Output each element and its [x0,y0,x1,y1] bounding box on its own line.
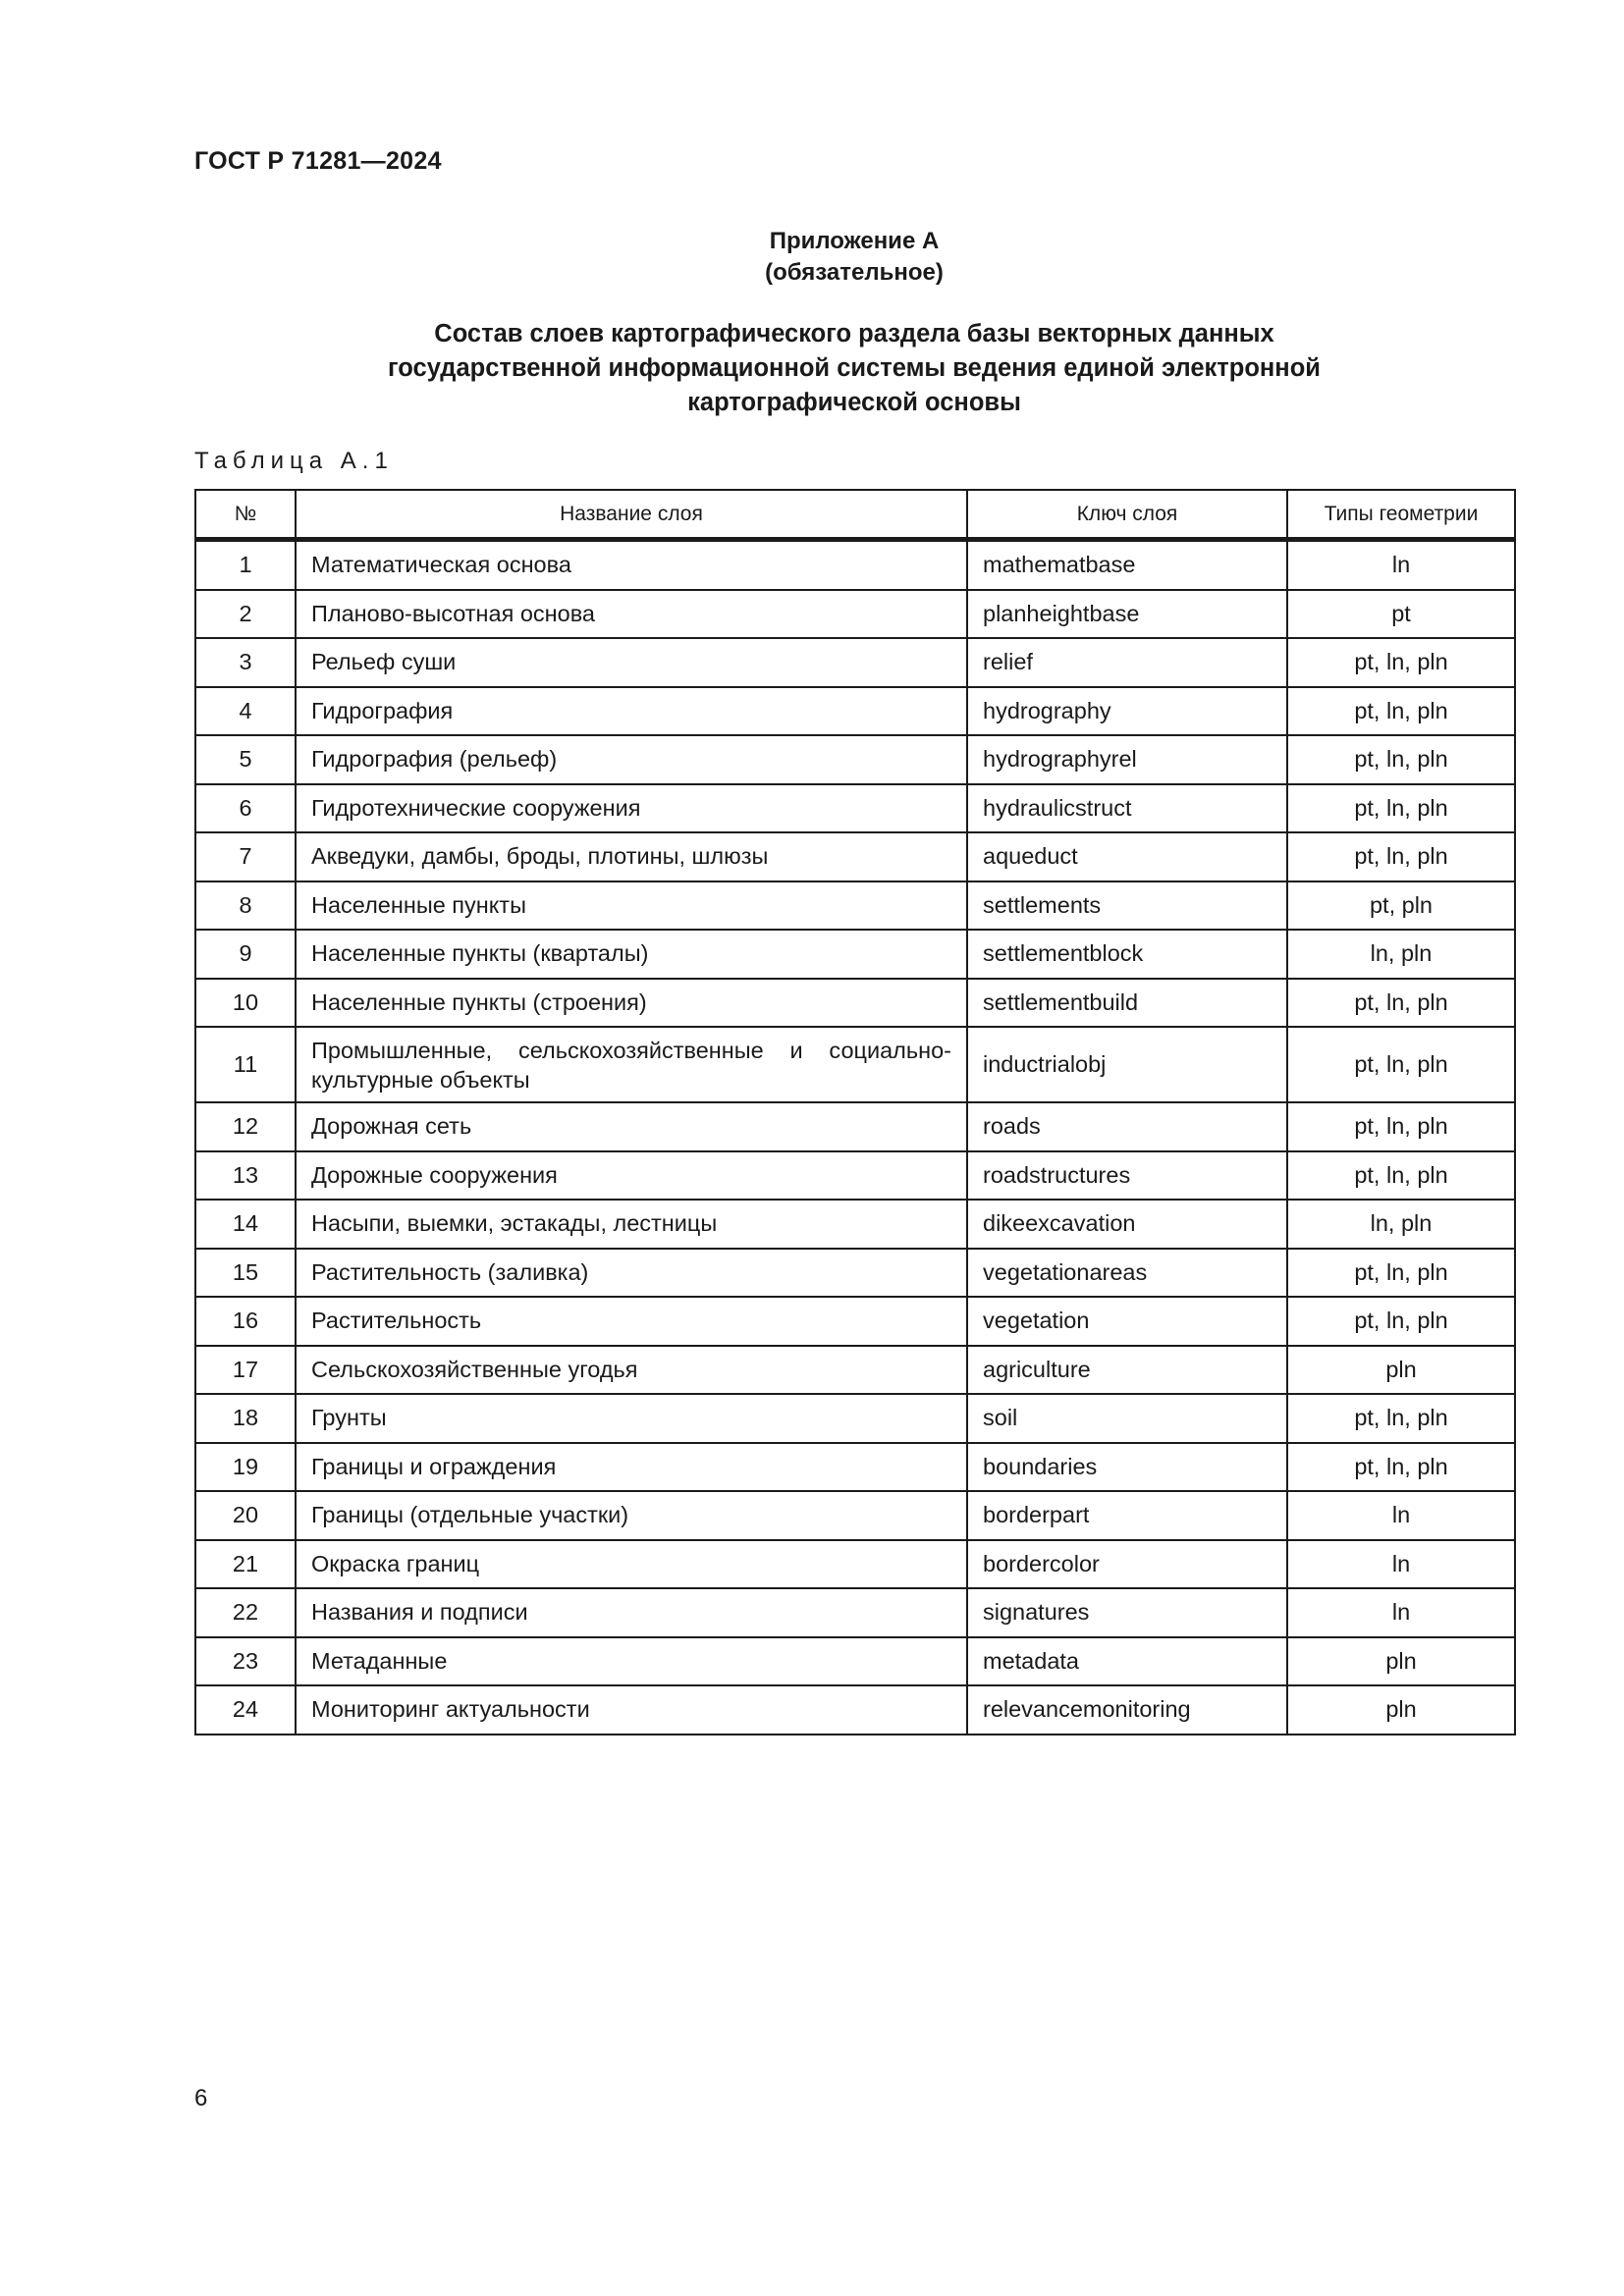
table-row [195,735,1515,784]
section-title [194,317,1514,420]
layers-table [194,489,1516,1735]
cell-number: 17 [195,1346,296,1395]
cell-layer-key: roads [967,1102,1287,1151]
cell-layer-key: settlements [967,881,1287,931]
cell-layer-key: relief [967,638,1287,687]
cell-number: 12 [195,1102,296,1151]
cell-geometry-types: ln [1287,540,1515,590]
cell-layer-key: planheightbase [967,590,1287,639]
table-row [195,1443,1515,1492]
cell-layer-key: soil [967,1394,1287,1443]
cell-geometry-types: pt, pln [1287,881,1515,931]
cell-number: 22 [195,1588,296,1637]
cell-geometry-types: pt, ln, pln [1287,784,1515,833]
cell-layer-key: borderpart [967,1491,1287,1540]
cell-number: 18 [195,1394,296,1443]
cell-geometry-types: pln [1287,1685,1515,1735]
cell-geometry-types: pln [1287,1346,1515,1395]
cell-layer-name: Границы и ограждения [296,1443,967,1492]
table-row [195,1685,1515,1735]
cell-layer-name: Акведуки, дамбы, броды, плотины, шлюзы [296,832,967,881]
table-row [195,1394,1515,1443]
cell-layer-key: roadstructures [967,1151,1287,1201]
cell-geometry-types: ln, pln [1287,1200,1515,1249]
cell-layer-name: Гидрография (рельеф) [296,735,967,784]
table-row [195,1249,1515,1298]
cell-layer-key: relevancemonitoring [967,1685,1287,1735]
cell-number: 23 [195,1637,296,1686]
cell-layer-key: settlementbuild [967,979,1287,1028]
cell-layer-name: Метаданные [296,1637,967,1686]
appendix-title: Приложение А [769,228,940,254]
cell-layer-key: mathematbase [967,540,1287,590]
cell-number: 1 [195,540,296,590]
table-row [195,1297,1515,1346]
table-row [195,590,1515,639]
table-row [195,687,1515,736]
table-row [195,832,1515,881]
section-title-line-3: картографической основы [687,389,1021,416]
table-row [195,1027,1515,1102]
table-caption: Таблица А.1 [194,448,394,474]
cell-geometry-types: pt, ln, pln [1287,687,1515,736]
cell-geometry-types: pt, ln, pln [1287,735,1515,784]
cell-layer-name: Рельеф суши [296,638,967,687]
cell-number: 6 [195,784,296,833]
table-row [195,1588,1515,1637]
cell-geometry-types: pt, ln, pln [1287,1027,1515,1102]
table-body [195,540,1515,1735]
cell-layer-name: Мониторинг актуальности [296,1685,967,1735]
cell-layer-name: Гидрография [296,687,967,736]
cell-layer-name: Насыпи, выемки, эстакады, лестницы [296,1200,967,1249]
appendix-status: (обязательное) [765,259,944,286]
cell-layer-key: vegetationareas [967,1249,1287,1298]
table-row [195,930,1515,979]
cell-number: 19 [195,1443,296,1492]
header-geometry-types: Типы геометрии [1287,490,1515,540]
cell-layer-name: Планово-высотная основа [296,590,967,639]
cell-number: 7 [195,832,296,881]
cell-number: 14 [195,1200,296,1249]
cell-geometry-types: ln [1287,1491,1515,1540]
cell-layer-key: hydrography [967,687,1287,736]
cell-geometry-types: pt, ln, pln [1287,638,1515,687]
cell-layer-key: hydraulicstruct [967,784,1287,833]
cell-geometry-types: pt [1287,590,1515,639]
table-row [195,979,1515,1028]
table-row [195,881,1515,931]
cell-layer-name: Границы (отдельные участки) [296,1491,967,1540]
table-row [195,638,1515,687]
header-layer-key: Ключ слоя [967,490,1287,540]
header-layer-name: Название слоя [296,490,967,540]
table-header-row [195,490,1515,540]
cell-layer-name: Растительность (заливка) [296,1249,967,1298]
cell-number: 20 [195,1491,296,1540]
cell-number: 21 [195,1540,296,1589]
header-number: № [195,490,296,540]
cell-geometry-types: ln [1287,1540,1515,1589]
cell-layer-key: aqueduct [967,832,1287,881]
cell-number: 10 [195,979,296,1028]
table-row [195,784,1515,833]
cell-geometry-types: pt, ln, pln [1287,1443,1515,1492]
table-row [195,1540,1515,1589]
cell-geometry-types: pln [1287,1637,1515,1686]
cell-geometry-types: ln [1287,1588,1515,1637]
cell-layer-name: Дорожные сооружения [296,1151,967,1201]
table-row [195,1200,1515,1249]
cell-geometry-types: ln, pln [1287,930,1515,979]
cell-layer-key: settlementblock [967,930,1287,979]
cell-layer-key: inductrialobj [967,1027,1287,1102]
cell-number: 3 [195,638,296,687]
cell-geometry-types: pt, ln, pln [1287,832,1515,881]
cell-layer-key: vegetation [967,1297,1287,1346]
table-row [195,540,1515,590]
cell-layer-name: Населенные пункты (кварталы) [296,930,967,979]
table-row [195,1637,1515,1686]
cell-geometry-types: pt, ln, pln [1287,979,1515,1028]
cell-layer-key: agriculture [967,1346,1287,1395]
cell-layer-name: Математическая основа [296,540,967,590]
cell-layer-name: Промышленные, сельскохозяйственные и социально-культурные объекты [296,1027,967,1102]
cell-layer-name: Грунты [296,1394,967,1443]
table-row [195,1102,1515,1151]
cell-number: 2 [195,590,296,639]
cell-layer-name: Населенные пункты [296,881,967,931]
cell-number: 8 [195,881,296,931]
cell-layer-name: Сельскохозяйственные угодья [296,1346,967,1395]
cell-layer-name: Дорожная сеть [296,1102,967,1151]
cell-layer-key: hydrographyrel [967,735,1287,784]
cell-number: 9 [195,930,296,979]
cell-layer-name: Растительность [296,1297,967,1346]
table-row [195,1346,1515,1395]
cell-number: 16 [195,1297,296,1346]
cell-geometry-types: pt, ln, pln [1287,1394,1515,1443]
table-row [195,1151,1515,1201]
cell-number: 24 [195,1685,296,1735]
section-title-line-2: государственной информационной системы ведения единой электронной [388,354,1321,382]
document-id: ГОСТ Р 71281—2024 [194,147,442,175]
cell-layer-name: Населенные пункты (строения) [296,979,967,1028]
cell-geometry-types: pt, ln, pln [1287,1102,1515,1151]
cell-number: 15 [195,1249,296,1298]
cell-number: 4 [195,687,296,736]
cell-layer-name: Гидротехнические сооружения [296,784,967,833]
cell-layer-name: Окраска границ [296,1540,967,1589]
section-title-line-1: Состав слоев картографического раздела базы векторных данных [434,320,1274,347]
cell-layer-key: boundaries [967,1443,1287,1492]
cell-layer-name: Названия и подписи [296,1588,967,1637]
page-number: 6 [194,2085,208,2111]
table-row [195,1491,1515,1540]
cell-geometry-types: pt, ln, pln [1287,1151,1515,1201]
cell-layer-key: bordercolor [967,1540,1287,1589]
cell-number: 5 [195,735,296,784]
cell-number: 13 [195,1151,296,1201]
cell-layer-key: signatures [967,1588,1287,1637]
cell-geometry-types: pt, ln, pln [1287,1297,1515,1346]
cell-number: 11 [195,1027,296,1102]
cell-geometry-types: pt, ln, pln [1287,1249,1515,1298]
cell-layer-key: dikeexcavation [967,1200,1287,1249]
cell-layer-key: metadata [967,1637,1287,1686]
